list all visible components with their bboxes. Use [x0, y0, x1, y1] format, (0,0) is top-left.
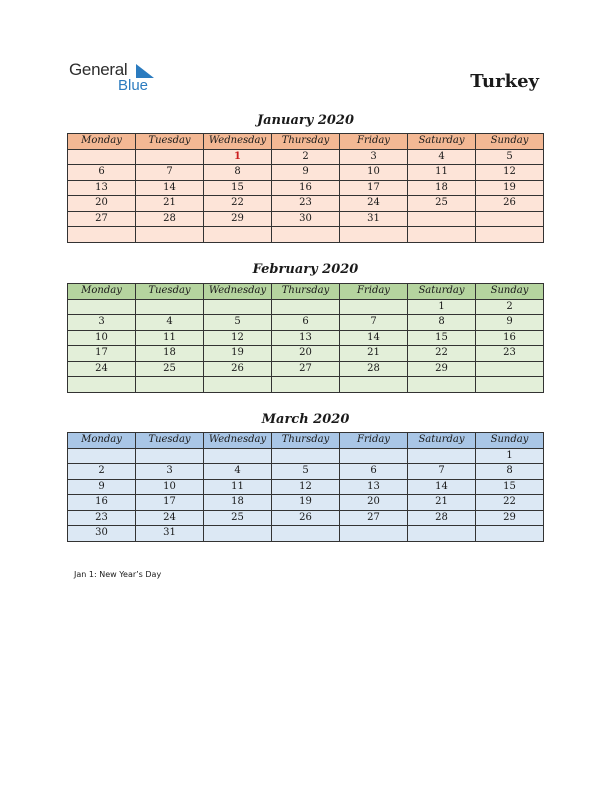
- day-cell: 29: [204, 211, 272, 227]
- day-cell: 25: [136, 361, 204, 377]
- empty-day-cell: [476, 361, 544, 377]
- day-cell: 1: [408, 299, 476, 315]
- week-row: [68, 165, 544, 181]
- day-cell: 7: [408, 464, 476, 480]
- day-cell: 6: [68, 165, 136, 181]
- day-cell: 18: [408, 180, 476, 196]
- day-cell: 7: [340, 315, 408, 331]
- day-cell: 2: [272, 149, 340, 165]
- day-cell: 4: [204, 464, 272, 480]
- empty-day-cell: [136, 299, 204, 315]
- day-cell: 24: [68, 361, 136, 377]
- day-cell: 3: [68, 315, 136, 331]
- week-row: [68, 526, 544, 542]
- holiday-notes: Jan 1: New Year’s Day: [74, 570, 162, 579]
- day-cell: 1: [476, 448, 544, 464]
- day-cell: 25: [408, 196, 476, 212]
- day-cell: 19: [272, 495, 340, 511]
- day-cell: 31: [340, 211, 408, 227]
- logo-text-general: General: [69, 60, 128, 79]
- day-cell: 28: [136, 211, 204, 227]
- week-row: [68, 361, 544, 377]
- day-cell: 7: [136, 165, 204, 181]
- week-row: [68, 377, 544, 393]
- day-cell: 16: [272, 180, 340, 196]
- country-title: Turkey: [470, 71, 539, 92]
- empty-day-cell: [272, 377, 340, 393]
- logo-text-blue: Blue: [118, 77, 149, 94]
- empty-day-cell: [340, 448, 408, 464]
- week-row: [68, 227, 544, 243]
- day-cell: 14: [340, 330, 408, 346]
- weekday-header-row: [68, 284, 544, 300]
- day-cell: 26: [204, 361, 272, 377]
- weekday-header: Thursday: [272, 284, 340, 300]
- week-row: [68, 510, 544, 526]
- weekday-header: Sunday: [476, 134, 544, 150]
- week-row: [68, 149, 544, 165]
- day-cell: 28: [408, 510, 476, 526]
- day-cell: 9: [272, 165, 340, 181]
- day-cell: 20: [272, 346, 340, 362]
- empty-day-cell: [340, 526, 408, 542]
- day-cell: 13: [272, 330, 340, 346]
- empty-day-cell: [340, 299, 408, 315]
- day-cell: 29: [408, 361, 476, 377]
- day-cell: 27: [272, 361, 340, 377]
- empty-day-cell: [68, 299, 136, 315]
- weekday-header: Tuesday: [136, 284, 204, 300]
- day-cell: 5: [272, 464, 340, 480]
- calendar-january: [67, 133, 544, 243]
- weekday-header: Saturday: [408, 284, 476, 300]
- day-cell: 12: [476, 165, 544, 181]
- month-title-february: February 2020: [252, 262, 359, 277]
- day-cell: 26: [272, 510, 340, 526]
- empty-day-cell: [204, 299, 272, 315]
- day-cell: 14: [408, 479, 476, 495]
- empty-day-cell: [136, 377, 204, 393]
- day-cell: 30: [68, 526, 136, 542]
- week-row: [68, 330, 544, 346]
- day-cell: 22: [476, 495, 544, 511]
- empty-day-cell: [476, 211, 544, 227]
- empty-day-cell: [204, 448, 272, 464]
- empty-day-cell: [204, 377, 272, 393]
- weekday-header-row: [68, 433, 544, 449]
- weekday-header: Tuesday: [136, 134, 204, 150]
- calendar-march: [67, 432, 544, 542]
- weekday-header: Thursday: [272, 433, 340, 449]
- day-cell: 18: [136, 346, 204, 362]
- weekday-header: Tuesday: [136, 433, 204, 449]
- week-row: [68, 180, 544, 196]
- day-cell: 5: [476, 149, 544, 165]
- weekday-header: Monday: [68, 433, 136, 449]
- day-cell: 16: [476, 330, 544, 346]
- empty-day-cell: [204, 227, 272, 243]
- weekday-header: Monday: [68, 134, 136, 150]
- empty-day-cell: [272, 299, 340, 315]
- day-cell: 8: [476, 464, 544, 480]
- empty-day-cell: [408, 377, 476, 393]
- empty-day-cell: [340, 377, 408, 393]
- logo-triangle-icon: [136, 64, 154, 78]
- day-cell: 11: [408, 165, 476, 181]
- empty-day-cell: [68, 448, 136, 464]
- day-cell: 24: [340, 196, 408, 212]
- generalblue-logo: [69, 60, 169, 96]
- week-row: [68, 299, 544, 315]
- day-cell: 9: [68, 479, 136, 495]
- day-cell: 15: [408, 330, 476, 346]
- day-cell: 2: [68, 464, 136, 480]
- empty-day-cell: [272, 448, 340, 464]
- week-row: [68, 315, 544, 331]
- empty-day-cell: [68, 149, 136, 165]
- day-cell: 12: [272, 479, 340, 495]
- day-cell: 8: [408, 315, 476, 331]
- week-row: [68, 479, 544, 495]
- day-cell: 24: [136, 510, 204, 526]
- day-cell: 27: [340, 510, 408, 526]
- weekday-header: Saturday: [408, 433, 476, 449]
- day-cell: 10: [136, 479, 204, 495]
- weekday-header: Friday: [340, 134, 408, 150]
- weekday-header: Sunday: [476, 284, 544, 300]
- day-cell: 13: [68, 180, 136, 196]
- empty-day-cell: [68, 227, 136, 243]
- week-row: [68, 464, 544, 480]
- empty-day-cell: [136, 227, 204, 243]
- day-cell: 11: [204, 479, 272, 495]
- day-cell: 13: [340, 479, 408, 495]
- empty-day-cell: [476, 227, 544, 243]
- weekday-header: Wednesday: [204, 284, 272, 300]
- day-cell: 17: [68, 346, 136, 362]
- day-cell: 22: [204, 196, 272, 212]
- day-cell: 25: [204, 510, 272, 526]
- day-cell: 31: [136, 526, 204, 542]
- week-row: [68, 346, 544, 362]
- empty-day-cell: [476, 377, 544, 393]
- empty-day-cell: [272, 227, 340, 243]
- day-cell: 26: [476, 196, 544, 212]
- empty-day-cell: [408, 448, 476, 464]
- weekday-header: Wednesday: [204, 433, 272, 449]
- day-cell: 21: [408, 495, 476, 511]
- empty-day-cell: [476, 526, 544, 542]
- day-cell: 4: [136, 315, 204, 331]
- week-row: [68, 448, 544, 464]
- empty-day-cell: [340, 227, 408, 243]
- weekday-header-row: [68, 134, 544, 150]
- day-cell: 20: [68, 196, 136, 212]
- day-cell: 6: [272, 315, 340, 331]
- empty-day-cell: [136, 149, 204, 165]
- day-cell: 23: [272, 196, 340, 212]
- day-cell: 12: [204, 330, 272, 346]
- empty-day-cell: [136, 448, 204, 464]
- empty-day-cell: [272, 526, 340, 542]
- day-cell: 15: [476, 479, 544, 495]
- day-cell: 23: [476, 346, 544, 362]
- day-cell: 30: [272, 211, 340, 227]
- calendar-february: [67, 283, 544, 393]
- day-cell: 8: [204, 165, 272, 181]
- day-cell: 19: [476, 180, 544, 196]
- weekday-header: Friday: [340, 284, 408, 300]
- month-title-march: March 2020: [261, 412, 350, 427]
- day-cell: 21: [340, 346, 408, 362]
- day-cell: 11: [136, 330, 204, 346]
- day-cell: 28: [340, 361, 408, 377]
- day-cell: 5: [204, 315, 272, 331]
- day-cell: 3: [340, 149, 408, 165]
- empty-day-cell: [408, 526, 476, 542]
- weekday-header: Monday: [68, 284, 136, 300]
- empty-day-cell: [204, 526, 272, 542]
- day-cell: 18: [204, 495, 272, 511]
- day-cell: 15: [204, 180, 272, 196]
- weekday-header: Sunday: [476, 433, 544, 449]
- day-cell: 22: [408, 346, 476, 362]
- day-cell: 21: [136, 196, 204, 212]
- day-cell: 3: [136, 464, 204, 480]
- day-cell: 29: [476, 510, 544, 526]
- day-cell: 1: [204, 149, 272, 165]
- empty-day-cell: [68, 377, 136, 393]
- day-cell: 19: [204, 346, 272, 362]
- week-row: [68, 211, 544, 227]
- day-cell: 10: [68, 330, 136, 346]
- day-cell: 23: [68, 510, 136, 526]
- day-cell: 2: [476, 299, 544, 315]
- week-row: [68, 196, 544, 212]
- weekday-header: Wednesday: [204, 134, 272, 150]
- week-row: [68, 495, 544, 511]
- empty-day-cell: [408, 227, 476, 243]
- weekday-header: Thursday: [272, 134, 340, 150]
- day-cell: 27: [68, 211, 136, 227]
- month-title-january: January 2020: [256, 113, 354, 128]
- day-cell: 20: [340, 495, 408, 511]
- day-cell: 4: [408, 149, 476, 165]
- day-cell: 14: [136, 180, 204, 196]
- day-cell: 17: [340, 180, 408, 196]
- day-cell: 9: [476, 315, 544, 331]
- empty-day-cell: [408, 211, 476, 227]
- weekday-header: Friday: [340, 433, 408, 449]
- weekday-header: Saturday: [408, 134, 476, 150]
- day-cell: 10: [340, 165, 408, 181]
- day-cell: 16: [68, 495, 136, 511]
- day-cell: 6: [340, 464, 408, 480]
- day-cell: 17: [136, 495, 204, 511]
